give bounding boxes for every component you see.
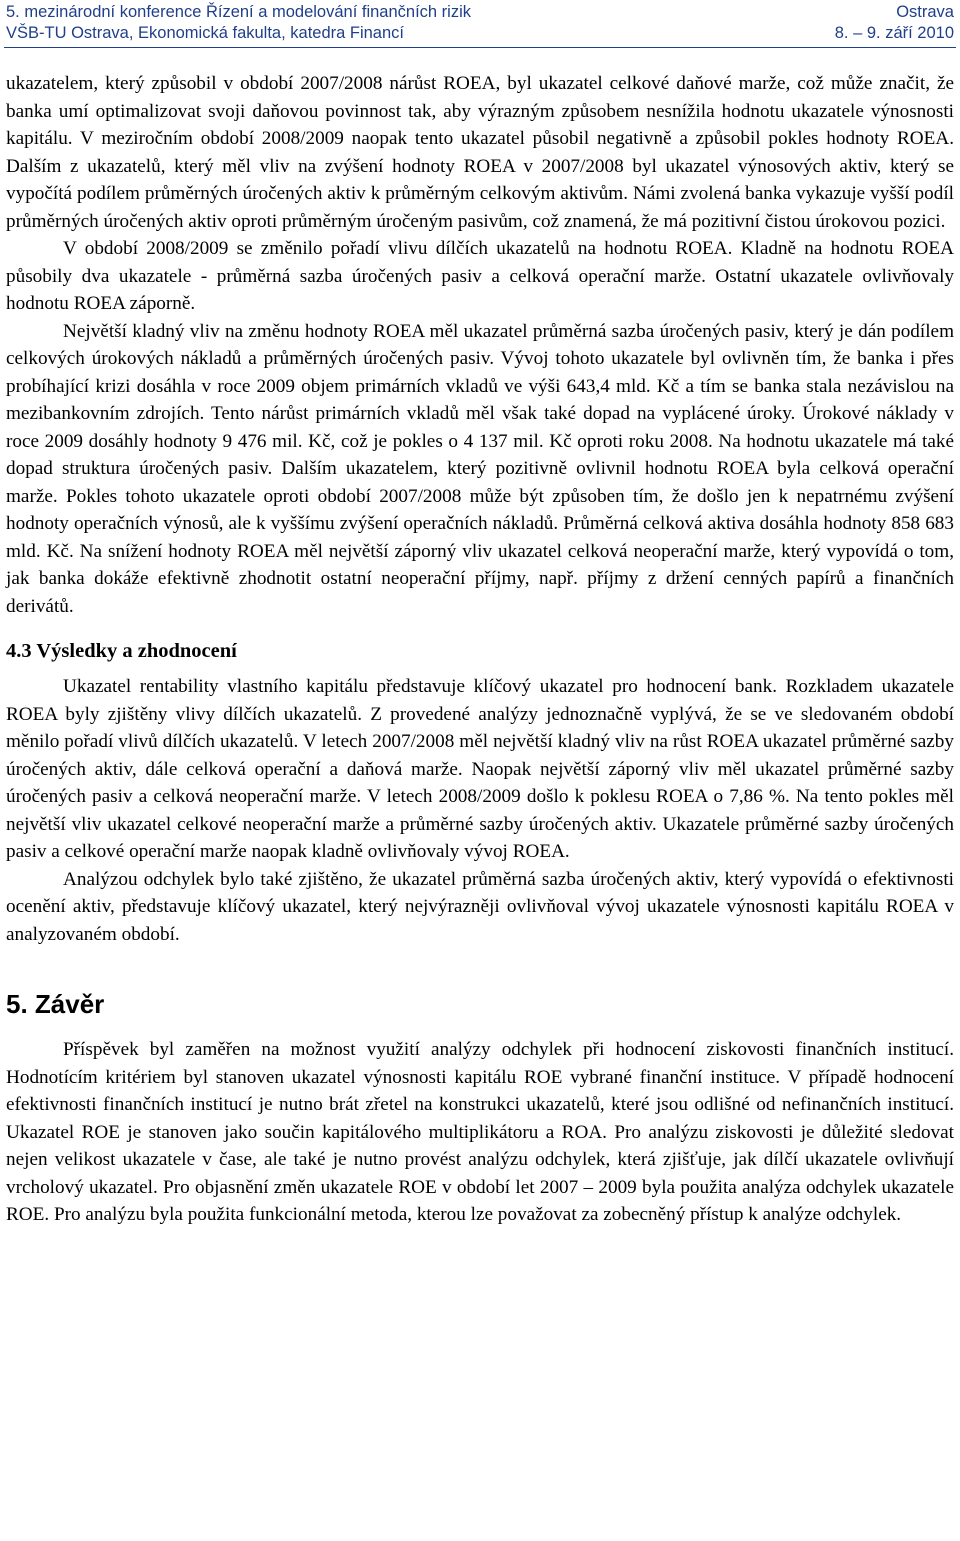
section-heading-5: 5. Závěr — [6, 989, 105, 1019]
header-row-2 — [6, 23, 954, 44]
header-date: 8. – 9. září 2010 — [834, 24, 954, 42]
paragraph-roea-2007-2008: ukazatelem, který způsobil v období 2007/2008 nárůst ROEA, byl ukazatel celkové daňové marže, což může značit, že banka umí optimalizovat svoji daňovou povinnost tak, aby výrazným způsobem nesnížila hodnotu ukazatele výnosnosti kapitálu. V meziročním období 2008/2009 naopak tento ukazatel působil negativně a způsobil pokles hodnoty ROEA. Dalším z ukazatelů, který měl vliv na zvýšení hodnoty ROEA v 2007/2008 byl ukazatel výnosových aktiv, který se vypočítá podílem průměrných úročených aktiv k průměrným celkovým aktivům. Námi zvolená banka vykazuje vyšší podíl průměrných úročených aktiv oproti průměrným úročeným pasivům, což znamená, že má pozitivní čistou úrokovou pozici. — [6, 73, 954, 232]
paragraph-deviation-analysis: Analýzou odchylek bylo také zjištěno, že ukazatel průměrná sazba úročených aktiv, který vypovídá o efektivnosti ocenění aktiv, představuje klíčový ukazatel, který nejvýrazněji ovlivňoval vývoj ukazatele výnosnosti kapitálu ROEA v analyzovaném období. — [6, 868, 954, 945]
header-row-1 — [6, 2, 954, 23]
header-city: Ostrava — [896, 3, 954, 21]
header-conference: 5. mezinárodní konference Řízení a modelování finančních rizik — [6, 3, 471, 21]
page-body — [6, 70, 954, 1229]
paragraph-largest-positive-effect: Největší kladný vliv na změnu hodnoty ROEA měl ukazatel průměrná sazba úročených pasiv, který je dán podílem celkových úrokových nákladů a průměrných úročených pasiv. Vývoj tohoto ukazatele byl ovlivněn tím, že banka i přes probíhající krizi dosáhla v roce 2009 objem primárních vkladů ve výši 643,4 mld. Kč a tím se banka stala nezávislou na mezibankovním zdrojích. Tento nárůst primárních vkladů měl však také dopad na vyplácené úroky. Úrokové náklady v roce 2009 dosáhly hodnoty 9 476 mil. Kč, což je pokles o 4 137 mil. Kč oproti roku 2008. Na hodnotu ukazatele má také dopad struktura úročených pasiv. Dalším ukazatelem, který pozitivně ovlivnil hodnotu ROEA byla celková operační marže. Pokles tohoto ukazatele oproti období 2007/2008 může být způsoben tím, že došlo jen k nepatrnému zvýšení hodnoty operačních výnosů, ale k vyššímu zvýšení operačních nákladů. Průměrná celková aktiva dosáhla hodnoty 858 683 mld. Kč. Na snížení hodnoty ROEA měl největší záporný vliv ukazatel celková neoperační marže, který vypovídá o tom, jak banka dokáže efektivně zhodnotit ostatní neoperační příjmy, např. příjmy z držení cenných papírů a finančních derivátů. — [6, 320, 954, 617]
paragraph-conclusion: Příspěvek byl zaměřen na možnost využití analýzy odchylek při hodnocení ziskovosti finančních institucí. Hodnotícím kritériem byl stanoven ukazatel výnosnosti kapitálu ROE vybrané finanční instituce. V případě hodnocení efektivnosti finančních institucí je nutno brát zřetel na konstrukci ukazatelů, které jsou odlišné od nefinančních institucí. Ukazatel ROE je stanoven jako součin kapitálového multiplikátoru a ROA. Pro analýzu ziskovosti je důležité sledovat nejen velikost ukazatele v čase, ale také je nutno provést analýzu odchylek, která zjišťuje, jak dílčí ukazatele ovlivňují vrcholový ukazatel. Pro objasnění změn ukazatele ROE v období let 2007 – 2009 byla použita analýza odchylek ukazatele ROE. Pro analýzu byla použita funkcionální metoda, kterou lze považovat za zobecněný přístup k analýze odchylek. — [6, 1039, 954, 1225]
header-institution: VŠB-TU Ostrava, Ekonomická fakulta, katedra Financí — [6, 24, 404, 42]
paragraph-results: Ukazatel rentability vlastního kapitálu představuje klíčový ukazatel pro hodnocení bank. Rozkladem ukazatele ROEA byly zjištěny vlivy dílčích ukazatelů. Z provedené analýzy jednoznačně vyplývá, že se ve sledovaném období měnilo pořadí vlivů dílčích ukazatelů. V letech 2007/2008 měl největší kladný vliv na růst ROEA ukazatel průměrné sazby úročených aktiv, dále celková operační a daňová marže. Naopak největší záporný vliv měl ukazatel průměrné sazby úročených pasiv a celková neoperační marže. V letech 2008/2009 došlo k poklesu ROEA o 7,86 %. Na tento pokles měl největší vliv ukazatel celkové neoperační marže a průměrné sazby úročených aktiv. Ukazatele průměrné sazby úročených pasiv a celkové operační marže naopak kladně ovlivňovaly vývoj ROEA. — [6, 676, 954, 862]
running-header — [0, 0, 960, 48]
header-divider — [4, 47, 956, 48]
paragraph-roea-2008-2009: V období 2008/2009 se změnilo pořadí vlivu dílčích ukazatelů na hodnotu ROEA. Kladně na hodnotu ROEA působily dva ukazatele - průměrná sazba úročených pasiv a celková operační marže. Ostatní ukazatele ovlivňovaly hodnotu ROEA záporně. — [6, 238, 954, 314]
section-heading-4-3: 4.3 Výsledky a zhodnocení — [6, 640, 237, 662]
